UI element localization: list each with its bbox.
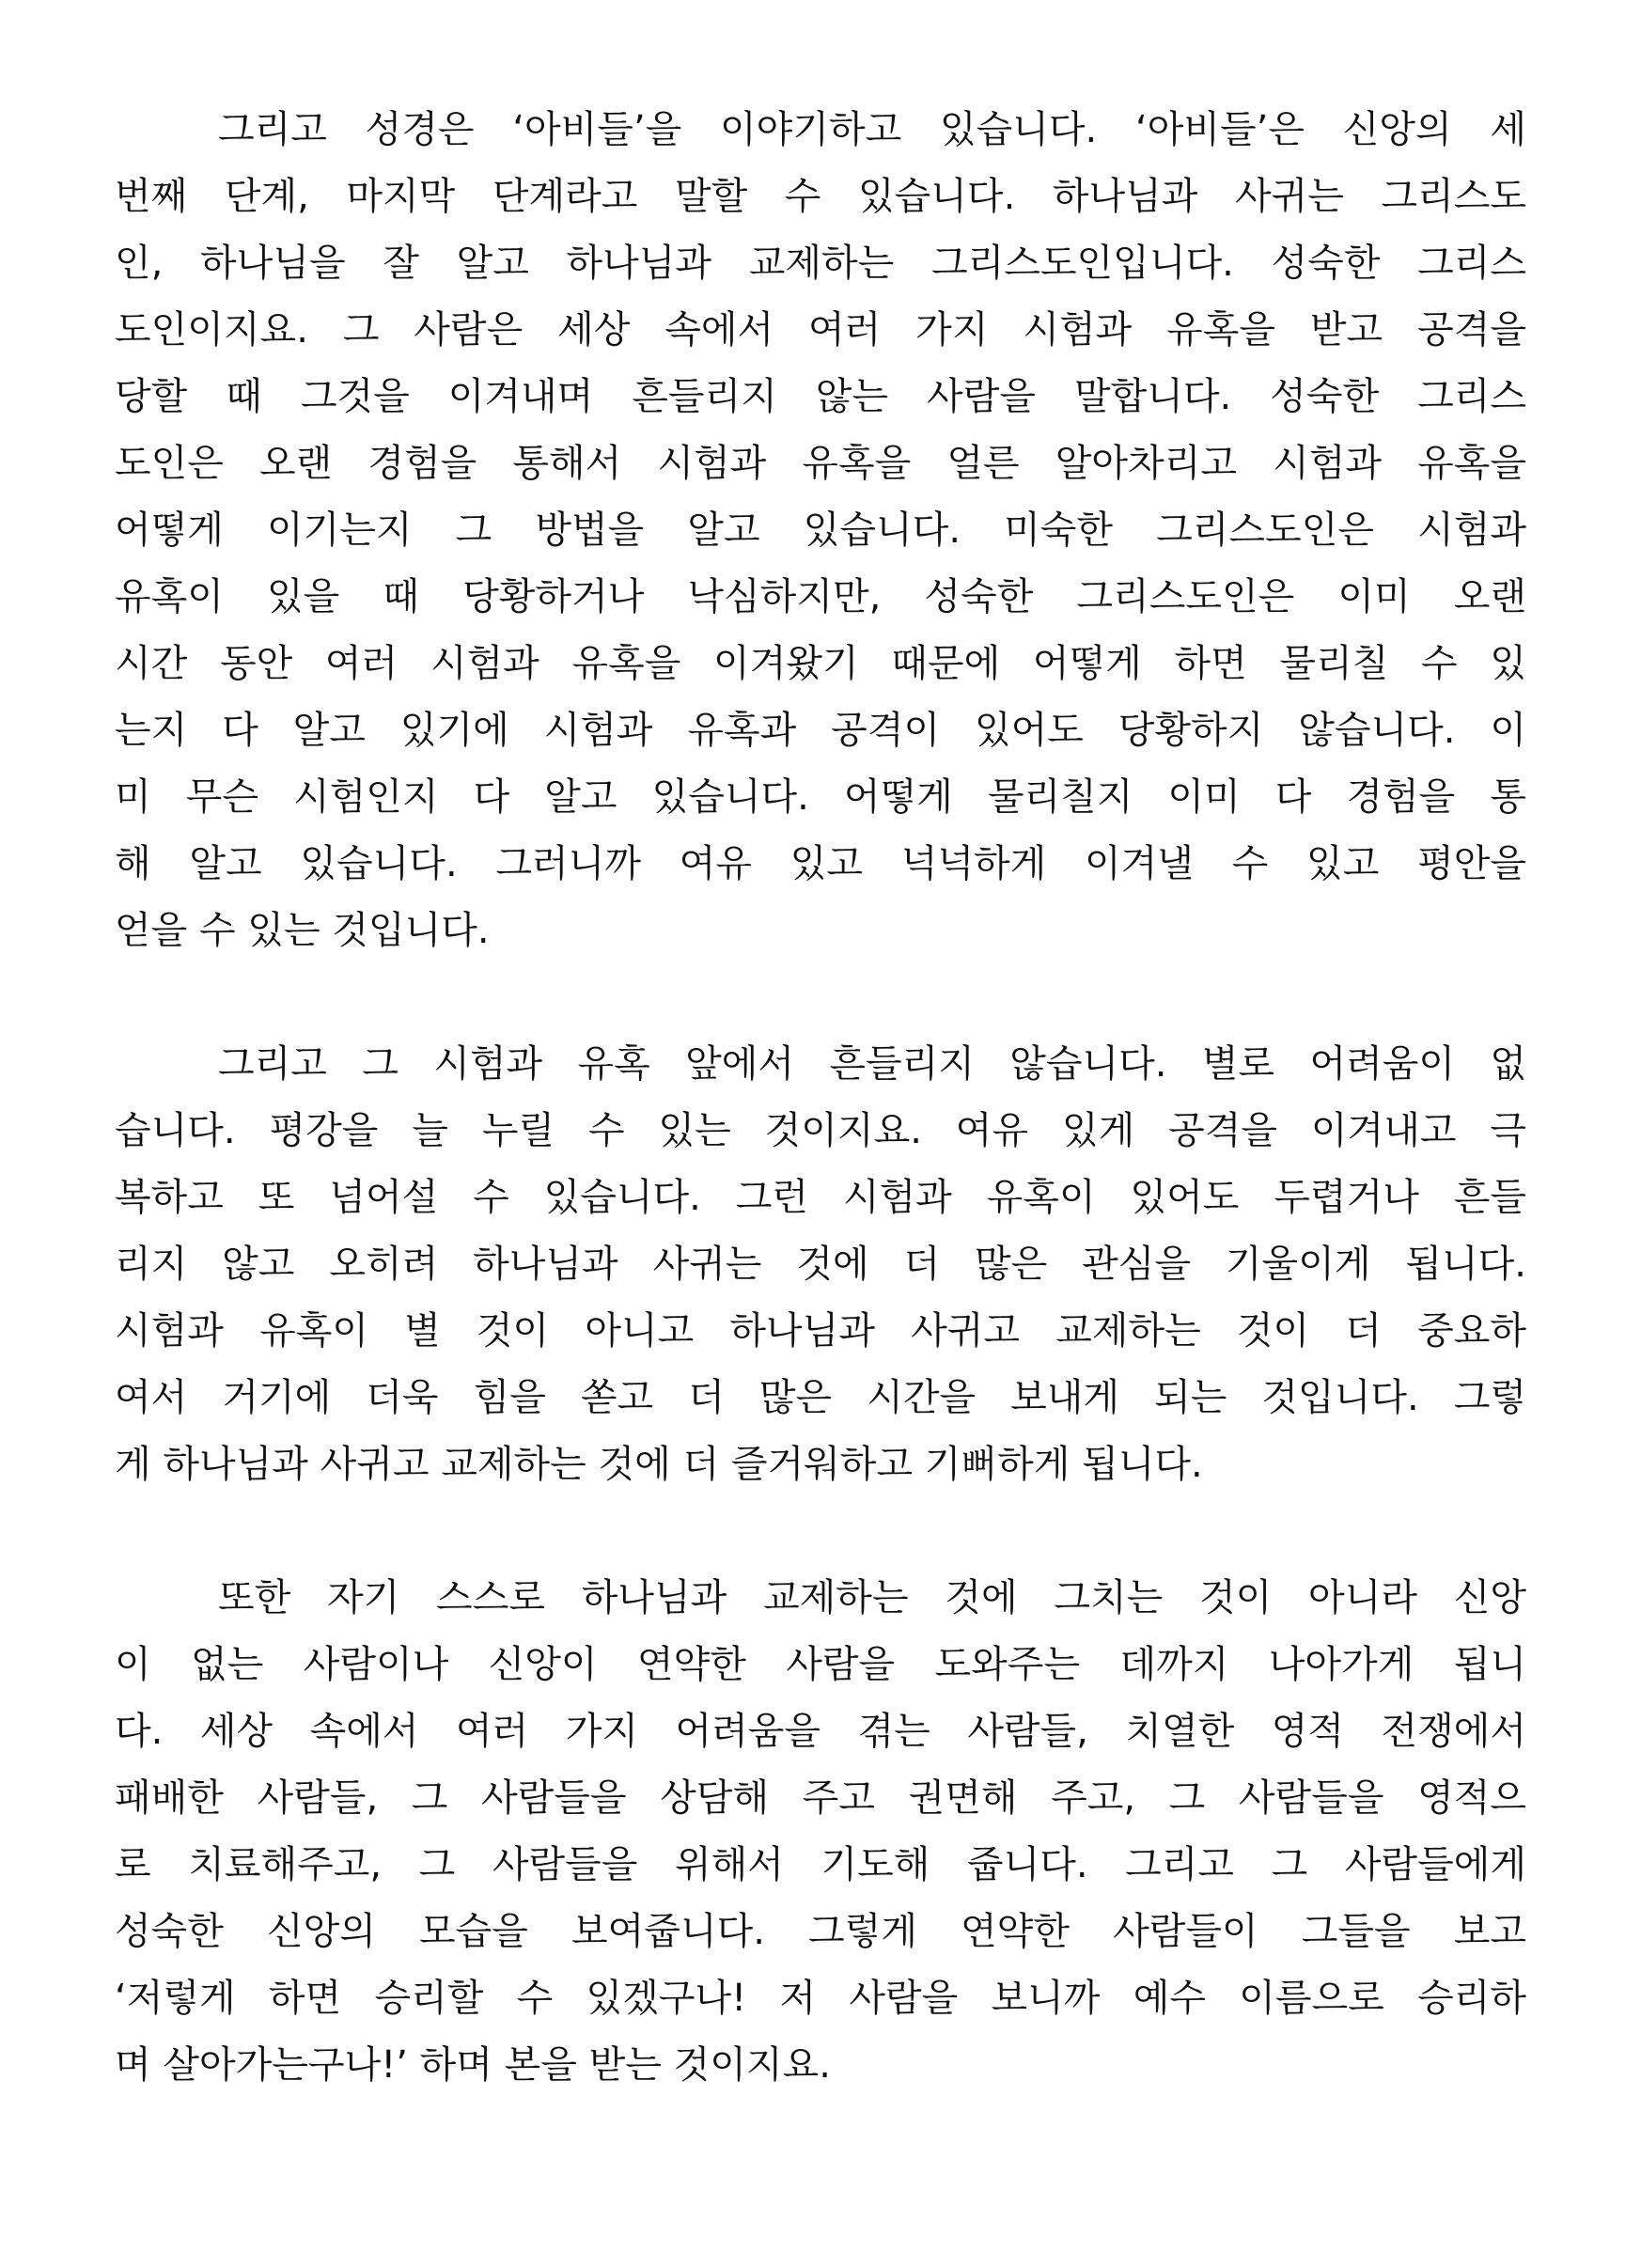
- text-line: 도인은 오랜 경험을 통해서 시험과 유혹을 얼른 알아차리고 시험과 유혹을: [115, 442, 1526, 485]
- text-line: 패배한 사람들, 그 사람들을 상담해 주고 권면해 주고, 그 사람들을 영적으: [115, 1776, 1526, 1820]
- text-line: 미 무슨 시험인지 다 알고 있습니다. 어떻게 물리칠지 이미 다 경험을 통: [115, 775, 1526, 819]
- text-line: 또한 자기 스스로 하나님과 교제하는 것에 그치는 것이 아니라 신앙: [218, 1576, 1526, 1619]
- text-line: 리지 않고 오히려 하나님과 사귀는 것에 더 많은 관심을 기울이게 됩니다.: [115, 1243, 1526, 1286]
- text-line: 도인이지요. 그 사람은 세상 속에서 여러 가지 시험과 유혹을 받고 공격을: [115, 308, 1526, 352]
- paragraph-3: [115, 1565, 1526, 2099]
- text-line: 며 살아가는구나!’ 하며 본을 받는 것이지요.: [115, 2043, 831, 2087]
- text-line: 유혹이 있을 때 당황하거나 낙심하지만, 성숙한 그리스도인은 이미 오랜: [115, 575, 1526, 618]
- text-line: 그리고 성경은 ‘아비들’을 이야기하고 있습니다. ‘아비들’은 신앙의 세: [218, 108, 1526, 151]
- text-line: 해 알고 있습니다. 그러니까 여유 있고 넉넉하게 이겨낼 수 있고 평안을: [115, 842, 1526, 885]
- paragraph-gap: [115, 1498, 1526, 1565]
- text-line: 어떻게 이기는지 그 방법을 알고 있습니다. 미숙한 그리스도인은 시험과: [115, 508, 1526, 552]
- text-line: 인, 하나님을 잘 알고 하나님과 교제하는 그리스도인입니다. 성숙한 그리스: [115, 242, 1526, 285]
- text-line: 복하고 또 넘어설 수 있습니다. 그런 시험과 유혹이 있어도 두렵거나 흔들: [115, 1176, 1526, 1219]
- text-line: 게 하나님과 사귀고 교제하는 것에 더 즐거워하고 기뻐하게 됩니다.: [115, 1443, 1203, 1486]
- text-line: 시간 동안 여러 시험과 유혹을 이겨왔기 때문에 어떻게 하면 물리칠 수 있: [115, 642, 1526, 685]
- text-line: ‘저렇게 하면 승리할 수 있겠구나! 저 사람을 보니까 예수 이름으로 승리하: [115, 1977, 1526, 2020]
- text-line: 여서 거기에 더욱 힘을 쏟고 더 많은 시간을 보내게 되는 것입니다. 그렇: [115, 1376, 1526, 1419]
- paragraph-2: [115, 1031, 1526, 1498]
- paragraph-1: [115, 97, 1526, 964]
- text-line: 당할 때 그것을 이겨내며 흔들리지 않는 사람을 말합니다. 성숙한 그리스: [115, 375, 1526, 418]
- text-line: 다. 세상 속에서 여러 가지 어려움을 겪는 사람들, 치열한 영적 전쟁에서: [115, 1710, 1526, 1753]
- text-line: 번째 단계, 마지막 단계라고 말할 수 있습니다. 하나님과 사귀는 그리스도: [115, 175, 1526, 218]
- text-line: 성숙한 신앙의 모습을 보여줍니다. 그렇게 연약한 사람들이 그들을 보고: [115, 1910, 1526, 1953]
- text-line: 얻을 수 있는 것입니다.: [115, 909, 490, 952]
- text-line: 이 없는 사람이나 신앙이 연약한 사람을 도와주는 데까지 나아가게 됩니: [115, 1643, 1526, 1686]
- text-line: 습니다. 평강을 늘 누릴 수 있는 것이지요. 여유 있게 공격을 이겨내고 극: [115, 1109, 1526, 1152]
- text-line: 그리고 그 시험과 유혹 앞에서 흔들리지 않습니다. 별로 어려움이 없: [218, 1042, 1526, 1086]
- text-line: 로 치료해주고, 그 사람들을 위해서 기도해 줍니다. 그리고 그 사람들에게: [115, 1843, 1526, 1886]
- text-line: 는지 다 알고 있기에 시험과 유혹과 공격이 있어도 당황하지 않습니다. 이: [115, 709, 1526, 752]
- text-line: 시험과 유혹이 별 것이 아니고 하나님과 사귀고 교제하는 것이 더 중요하: [115, 1309, 1526, 1353]
- body-text: [115, 97, 1526, 2099]
- paragraph-gap: [115, 964, 1526, 1031]
